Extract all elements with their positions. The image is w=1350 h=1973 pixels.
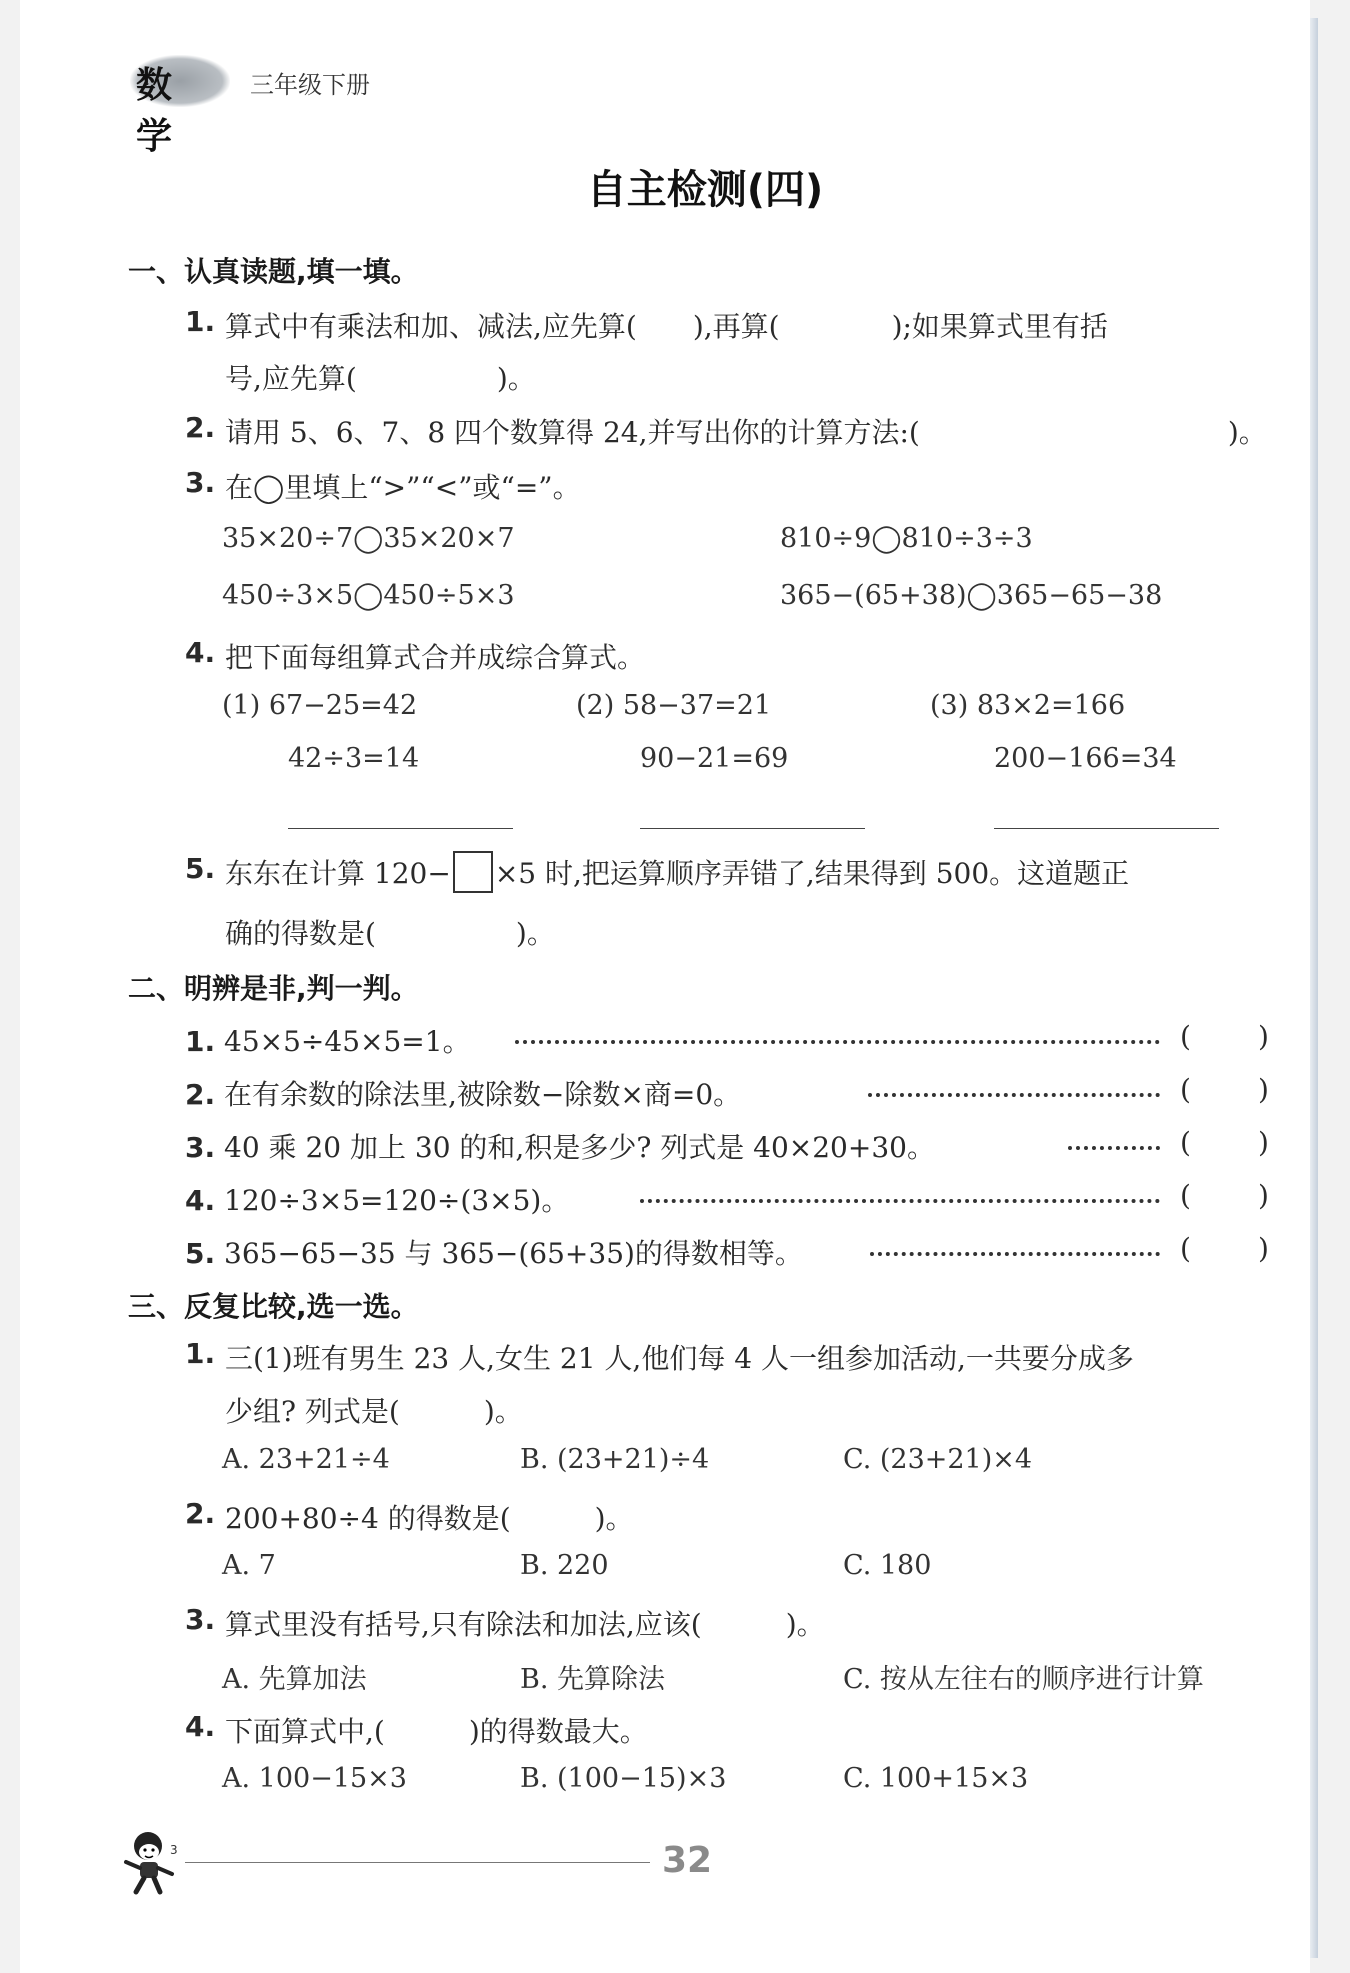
s1-q4-answer-line-3[interactable] [994, 828, 1219, 829]
s1-q5-line2: 确的得数是( )。 [225, 917, 555, 950]
s1-q4-answer-line-2[interactable] [640, 828, 865, 829]
s3-q4-option-c[interactable]: C. 100+15×3 [843, 1763, 1029, 1794]
section-3-heading: 三、反复比较,选一选。 [128, 1290, 419, 1323]
s2-item-1-lparen: ( [1180, 1020, 1191, 1053]
s1-q3-line1: 在◯里填上“>”“<”或“=”。 [225, 471, 581, 504]
s2-item-2-leader [868, 1093, 1160, 1097]
page-number: 32 [662, 1840, 713, 1881]
mascot-icon [118, 1828, 186, 1898]
s1-q3-expr-b: 810÷9◯810÷3÷3 [780, 523, 1033, 554]
s1-q4-group2-line2: 90−21=69 [640, 743, 789, 774]
s2-item-5-rparen: ) [1258, 1232, 1269, 1265]
s3-q1-option-b[interactable]: B. (23+21)÷4 [520, 1444, 710, 1475]
s3-q1-number: 1. [185, 1337, 216, 1370]
s1-q4-group3-line2: 200−166=34 [994, 743, 1177, 774]
s2-item-1-leader [515, 1040, 1160, 1044]
s3-q4-option-a[interactable]: A. 100−15×3 [222, 1763, 407, 1794]
s2-item-1: 1. 45×5÷45×5=1。 [185, 1025, 471, 1058]
s2-item-4-lparen: ( [1180, 1179, 1191, 1212]
subject-label: 数学 [136, 65, 177, 157]
s1-q1-number: 1. [185, 305, 216, 338]
s2-item-4-leader [640, 1199, 1160, 1203]
s1-q4-group3-line1: (3) 83×2=166 [930, 690, 1126, 721]
s1-q1-line2: 号,应先算( )。 [225, 362, 536, 395]
s2-item-2: 2. 在有余数的除法里,被除数−除数×商=0。 [185, 1078, 742, 1111]
s3-q2-option-a[interactable]: A. 7 [222, 1550, 276, 1581]
s2-item-1-rparen: ) [1258, 1020, 1269, 1053]
s2-item-3-leader [1068, 1146, 1160, 1150]
s3-q4-number: 4. [185, 1710, 216, 1743]
page-edge-shadow [1310, 18, 1318, 1958]
s1-q2-line1: 请用 5、6、7、8 四个数算得 24,并写出你的计算方法:( )。 [225, 416, 1267, 449]
s1-q3-expr-d: 365−(65+38)◯365−65−38 [780, 580, 1163, 611]
s2-item-3-lparen: ( [1180, 1126, 1191, 1159]
footer-rule [185, 1862, 650, 1863]
s3-q2-option-c[interactable]: C. 180 [843, 1550, 932, 1581]
section-1-heading: 一、认真读题,填一填。 [128, 255, 419, 288]
s2-item-5-lparen: ( [1180, 1232, 1191, 1265]
s2-item-3: 3. 40 乘 20 加上 30 的和,积是多少? 列式是 40×20+30。 [185, 1131, 935, 1164]
s3-q3-option-b[interactable]: B. 先算除法 [520, 1664, 666, 1695]
s1-q4-group1-line1: (1) 67−25=42 [222, 690, 418, 721]
s1-q4-group2-line1: (2) 58−37=21 [576, 690, 772, 721]
s3-q3-option-a[interactable]: A. 先算加法 [222, 1664, 367, 1695]
s1-q5-line1: 东东在计算 120− ×5 时,把运算顺序弄错了,结果得到 500。这道题正 [225, 852, 1129, 897]
s1-q2-number: 2. [185, 411, 216, 444]
s3-q4-line1: 下面算式中,( )的得数最大。 [225, 1715, 648, 1748]
s1-q3-number: 3. [185, 466, 216, 499]
s3-q2-line1: 200+80÷4 的得数是( )。 [225, 1502, 634, 1535]
s2-item-5-leader [870, 1252, 1160, 1256]
section-2-heading: 二、明辨是非,判一判。 [128, 972, 419, 1005]
s2-item-2-rparen: ) [1258, 1073, 1269, 1106]
s3-q1-option-c[interactable]: C. (23+21)×4 [843, 1444, 1033, 1475]
s3-q1-option-a[interactable]: A. 23+21÷4 [222, 1444, 390, 1475]
s3-q4-option-b[interactable]: B. (100−15)×3 [520, 1763, 727, 1794]
s1-q1-line1: 算式中有乘法和加、减法,应先算( ),再算( );如果算式里有括 [225, 310, 1108, 343]
s1-q4-line1: 把下面每组算式合并成综合算式。 [225, 641, 646, 674]
s1-q5-number: 5. [185, 852, 216, 885]
s3-q3-option-c[interactable]: C. 按从左往右的顺序进行计算 [843, 1664, 1204, 1695]
s2-item-5: 5. 365−65−35 与 365−(65+35)的得数相等。 [185, 1237, 803, 1270]
s2-item-2-lparen: ( [1180, 1073, 1191, 1106]
s1-q3-expr-a: 35×20÷7◯35×20×7 [222, 523, 515, 554]
s2-item-3-rparen: ) [1258, 1126, 1269, 1159]
s3-q2-number: 2. [185, 1497, 216, 1530]
s3-q3-number: 3. [185, 1603, 216, 1636]
s2-item-4-rparen: ) [1258, 1179, 1269, 1212]
s1-q4-number: 4. [185, 636, 216, 669]
s2-item-4: 4. 120÷3×5=120÷(3×5)。 [185, 1184, 570, 1217]
s1-q4-group1-line2: 42÷3=14 [288, 743, 420, 774]
s1-q5-answer-box[interactable] [453, 851, 493, 893]
svg-text:3: 3 [170, 1843, 178, 1857]
grade-label: 三年级下册 [250, 71, 370, 99]
s3-q1-line1: 三(1)班有男生 23 人,女生 21 人,他们每 4 人一组参加活动,一共要分成多 [225, 1342, 1134, 1375]
s3-q1-line2: 少组? 列式是( )。 [225, 1395, 523, 1428]
s1-q4-answer-line-1[interactable] [288, 828, 513, 829]
s3-q3-line1: 算式里没有括号,只有除法和加法,应该( )。 [225, 1608, 825, 1641]
s1-q3-expr-c: 450÷3×5◯450÷5×3 [222, 580, 515, 611]
s3-q2-option-b[interactable]: B. 220 [520, 1550, 609, 1581]
page-title: 自主检测(四) [586, 167, 824, 213]
